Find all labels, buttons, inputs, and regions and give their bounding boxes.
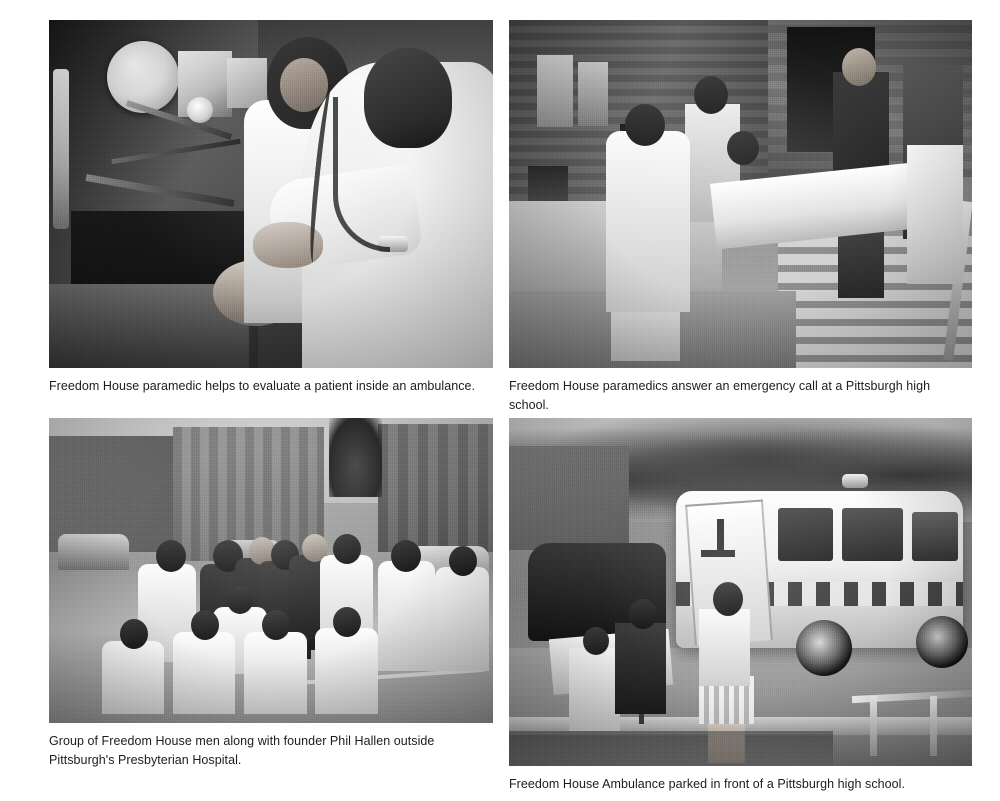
crew-member-body-6	[435, 567, 488, 671]
crew-member-body	[569, 648, 620, 732]
woman-head	[713, 582, 743, 616]
crew-member-head-1	[156, 540, 186, 572]
kneeling-crew-body-4	[315, 628, 377, 713]
figure-caption: Freedom House Ambulance parked in front of a Pittsburgh high school.	[509, 777, 905, 791]
ambulance-window-3	[912, 512, 958, 561]
equipment-gauge	[187, 97, 213, 123]
photo-group-with-phil-hallen	[49, 418, 493, 723]
handrail-post-2	[930, 696, 937, 756]
figure-ambulance-at-high-school	[509, 418, 972, 794]
figure-group-with-phil-hallen	[49, 418, 493, 770]
figure-caption: Group of Freedom House men along with founder Phil Hallen outside Pittsburgh's Presbyterian Hospital.	[49, 734, 435, 767]
paramedic-left-head	[625, 104, 665, 146]
woman-body	[699, 609, 750, 686]
photo-paramedic-evaluating-patient	[49, 20, 493, 368]
crew-member-head	[583, 627, 609, 655]
building-window-b	[578, 62, 608, 126]
kneeling-crew-body-1	[102, 641, 164, 714]
red-cross-icon-vertical	[717, 519, 724, 553]
man-in-jacket-head	[842, 48, 876, 86]
figure-paramedic-evaluating-patient	[49, 20, 493, 396]
crew-member-head-middle	[227, 586, 253, 614]
crew-member-head-6	[449, 546, 477, 576]
kneeling-crew-body-3	[244, 632, 306, 714]
photo-ambulance-at-high-school	[509, 418, 972, 766]
figure-paramedics-emergency-call	[509, 20, 972, 415]
parked-car-left	[58, 534, 129, 571]
red-cross-icon-horizontal	[701, 550, 735, 557]
crew-member-body-5	[378, 561, 436, 671]
ground-shadow	[509, 731, 833, 766]
bystander-2-head	[727, 131, 759, 165]
ambulance-window-1	[778, 508, 834, 560]
figure-caption: Freedom House paramedic helps to evaluate a patient inside an ambulance.	[49, 379, 476, 393]
building-window-a	[537, 55, 573, 127]
ambulance-wheel-front	[796, 620, 852, 676]
bystander-body	[615, 623, 666, 713]
ambulance-rail	[53, 69, 69, 229]
crew-member-head-5	[391, 540, 421, 572]
figure-caption: Freedom House paramedics answer an emergency call at a Pittsburgh high school.	[509, 379, 931, 412]
photo-paramedics-emergency-call	[509, 20, 972, 368]
crew-member-head-4	[333, 534, 361, 564]
school-building	[509, 446, 629, 550]
ambulance-roof-light	[842, 474, 868, 488]
handrail-post-1	[870, 696, 877, 756]
paramedic-right-body	[907, 145, 963, 284]
paramedic-left-body	[606, 131, 689, 312]
tree	[329, 418, 382, 497]
kneeling-crew-body-2	[173, 632, 235, 714]
ambulance-window-2	[842, 508, 902, 560]
hospital-building-right	[378, 424, 493, 552]
bystander-head	[694, 76, 728, 114]
equipment-dial	[107, 41, 179, 113]
